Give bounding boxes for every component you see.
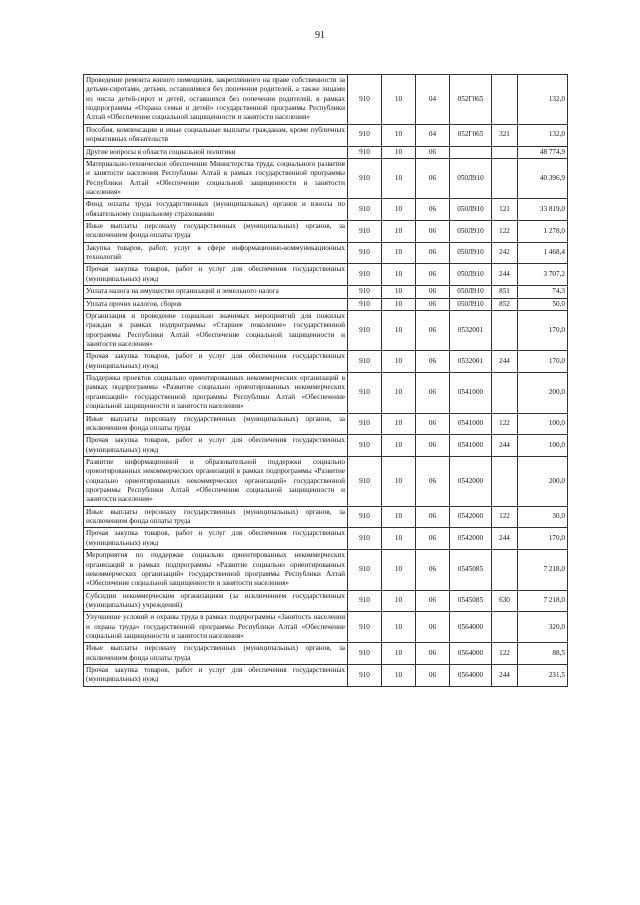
table-row — [84, 373, 568, 413]
subsection-code: 06 — [416, 665, 450, 687]
ministry-code: 910 — [348, 124, 382, 146]
target-article-code: 0541000 — [450, 373, 492, 413]
amount: 170,0 — [518, 528, 568, 550]
table-row — [84, 310, 568, 350]
expense-type-code: 242 — [492, 242, 518, 264]
ministry-code: 910 — [348, 75, 382, 125]
target-article-code: 0545085 — [450, 590, 492, 612]
target-article-code: 0545085 — [450, 550, 492, 590]
target-article-code: 0564000 — [450, 612, 492, 643]
row-name: Субсидии некоммерческим организациям (за исключением государственных (муниципальных) учреждений) — [84, 590, 348, 612]
target-article-code: 050Л910 — [450, 298, 492, 310]
table-row — [84, 351, 568, 373]
target-article-code: 0564000 — [450, 665, 492, 687]
section-code: 10 — [382, 310, 416, 350]
target-article-code: 0542000 — [450, 528, 492, 550]
ministry-code: 910 — [348, 264, 382, 286]
section-code: 10 — [382, 242, 416, 264]
page-number: 91 — [315, 30, 325, 41]
table-row — [84, 124, 568, 146]
amount: 48 774,9 — [518, 146, 568, 158]
section-code: 10 — [382, 264, 416, 286]
target-article-code: 0542000 — [450, 456, 492, 506]
expense-type-code — [492, 310, 518, 350]
row-name: Развитие информационной и образовательной поддержки социально ориентированных некоммерческих организаций в рамках подпрограммы «Развитие социально ориентированных некоммерческих организаций» государственной программы Республики Алтай «Обеспечение социальной защищенности и занятости населения» — [84, 456, 348, 506]
subsection-code: 06 — [416, 506, 450, 528]
amount: 132,0 — [518, 75, 568, 125]
amount: 33 819,0 — [518, 199, 568, 221]
amount: 231,5 — [518, 665, 568, 687]
expense-type-code: 244 — [492, 665, 518, 687]
table-row — [84, 435, 568, 457]
row-name: Улучшение условий и охраны труда в рамках подпрограммы «Занятость населения и охрана труда» государственной программы Республики Алтай «Обеспечение социальной защищенности и занятости населения» — [84, 612, 348, 643]
row-name: Прочая закупка товаров, работ и услуг для обеспечения государственных (муниципальных) нужд — [84, 528, 348, 550]
amount: 40 396,9 — [518, 158, 568, 198]
subsection-code: 06 — [416, 612, 450, 643]
table-row — [84, 590, 568, 612]
section-code: 10 — [382, 456, 416, 506]
subsection-code: 04 — [416, 75, 450, 125]
subsection-code: 06 — [416, 643, 450, 665]
section-code: 10 — [382, 506, 416, 528]
subsection-code: 06 — [416, 435, 450, 457]
target-article-code: 0541000 — [450, 435, 492, 457]
expense-type-code: 321 — [492, 124, 518, 146]
subsection-code: 04 — [416, 124, 450, 146]
expense-type-code: 851 — [492, 286, 518, 298]
table-row — [84, 199, 568, 221]
row-name: Мероприятия по поддержке социально ориентированных некоммерческих организаций в рамках подпрограммы «Развитие социально ориентированных некоммерческих организаций» государственной программы Республики Алтай «Обеспечение социальной защищенности и занятости населения» — [84, 550, 348, 590]
target-article-code: 0564000 — [450, 643, 492, 665]
subsection-code: 06 — [416, 242, 450, 264]
amount: 200,0 — [518, 456, 568, 506]
target-article-code: 0541000 — [450, 413, 492, 435]
section-code: 10 — [382, 199, 416, 221]
row-name: Прочая закупка товаров, работ и услуг для обеспечения государственных (муниципальных) нужд — [84, 264, 348, 286]
row-name: Пособия, компенсации и иные социальные выплаты гражданам, кроме публичных нормативных обязательств — [84, 124, 348, 146]
table-row — [84, 286, 568, 298]
table-row — [84, 528, 568, 550]
ministry-code: 910 — [348, 550, 382, 590]
subsection-code: 06 — [416, 373, 450, 413]
amount: 7 218,0 — [518, 550, 568, 590]
amount: 74,3 — [518, 286, 568, 298]
amount: 3 707,2 — [518, 264, 568, 286]
subsection-code: 06 — [416, 310, 450, 350]
subsection-code: 06 — [416, 413, 450, 435]
target-article-code: 050Л910 — [450, 242, 492, 264]
expense-type-code — [492, 612, 518, 643]
subsection-code: 06 — [416, 264, 450, 286]
subsection-code: 06 — [416, 199, 450, 221]
section-code: 10 — [382, 146, 416, 158]
expense-type-code: 244 — [492, 264, 518, 286]
amount: 200,0 — [518, 373, 568, 413]
table-row — [84, 612, 568, 643]
row-name: Прочая закупка товаров, работ и услуг для обеспечения государственных (муниципальных) нужд — [84, 351, 348, 373]
ministry-code: 910 — [348, 506, 382, 528]
expense-type-code — [492, 373, 518, 413]
expense-type-code — [492, 550, 518, 590]
ministry-code: 910 — [348, 665, 382, 687]
row-name: Организация и проведение социально значимых мероприятий для пожилых граждан в рамках подпрограммы «Старшее поколение» государственной программы Республики Алтай «Обеспечение социальной защищенности и занятости населения» — [84, 310, 348, 350]
target-article-code: 0532001 — [450, 310, 492, 350]
expense-type-code — [492, 456, 518, 506]
ministry-code: 910 — [348, 612, 382, 643]
table-row — [84, 456, 568, 506]
amount: 30,0 — [518, 506, 568, 528]
section-code: 10 — [382, 612, 416, 643]
section-code: 10 — [382, 643, 416, 665]
table-row — [84, 158, 568, 198]
amount: 100,0 — [518, 435, 568, 457]
table-row — [84, 665, 568, 687]
section-code: 10 — [382, 665, 416, 687]
subsection-code: 06 — [416, 286, 450, 298]
row-name: Иные выплаты персоналу государственных (муниципальных) органов, за исключением фонда оплаты труда — [84, 221, 348, 243]
section-code: 10 — [382, 590, 416, 612]
ministry-code: 910 — [348, 590, 382, 612]
ministry-code: 910 — [348, 298, 382, 310]
ministry-code: 910 — [348, 351, 382, 373]
row-name: Прочая закупка товаров, работ и услуг для обеспечения государственных (муниципальных) нужд — [84, 435, 348, 457]
expense-type-code: 852 — [492, 298, 518, 310]
section-code: 10 — [382, 158, 416, 198]
table-row — [84, 242, 568, 264]
expense-type-code: 122 — [492, 413, 518, 435]
subsection-code: 06 — [416, 590, 450, 612]
amount: 50,0 — [518, 298, 568, 310]
row-name: Уплата налога на имущество организаций и земельного налога — [84, 286, 348, 298]
expense-type-code — [492, 75, 518, 125]
subsection-code: 06 — [416, 221, 450, 243]
ministry-code: 910 — [348, 643, 382, 665]
row-name: Фонд оплаты труда государственных (муниципальных) органов и взносы по обязательному социальному страхованию — [84, 199, 348, 221]
expense-type-code: 121 — [492, 199, 518, 221]
ministry-code: 910 — [348, 242, 382, 264]
table-row — [84, 221, 568, 243]
subsection-code: 06 — [416, 298, 450, 310]
subsection-code: 06 — [416, 528, 450, 550]
row-name: Иные выплаты персоналу государственных (муниципальных) органов, за исключением фонда оплаты труда — [84, 643, 348, 665]
row-name: Прочая закупка товаров, работ и услуг для обеспечения государственных (муниципальных) нужд — [84, 665, 348, 687]
target-article-code: 0532001 — [450, 351, 492, 373]
table-row — [84, 75, 568, 125]
amount: 1 278,0 — [518, 221, 568, 243]
amount: 7 218,0 — [518, 590, 568, 612]
expense-type-code: 122 — [492, 643, 518, 665]
ministry-code: 910 — [348, 310, 382, 350]
ministry-code: 910 — [348, 286, 382, 298]
target-article-code: 050Л910 — [450, 264, 492, 286]
amount: 100,0 — [518, 413, 568, 435]
ministry-code: 910 — [348, 528, 382, 550]
section-code: 10 — [382, 221, 416, 243]
ministry-code: 910 — [348, 456, 382, 506]
row-name: Иные выплаты персоналу государственных (муниципальных) органов, за исключением фонда оплаты труда — [84, 506, 348, 528]
ministry-code: 910 — [348, 373, 382, 413]
amount: 320,0 — [518, 612, 568, 643]
ministry-code: 910 — [348, 221, 382, 243]
row-name: Материально-техническое обеспечение Министерства труда, социального развития и занятости населения Республики Алтай в рамках государственной программы Республики Алтай «Обеспечение социальной защищенности и занятости населения» — [84, 158, 348, 198]
subsection-code: 06 — [416, 146, 450, 158]
expense-type-code: 244 — [492, 528, 518, 550]
table-row — [84, 264, 568, 286]
table-row — [84, 506, 568, 528]
amount: 88,5 — [518, 643, 568, 665]
section-code: 10 — [382, 124, 416, 146]
table-row — [84, 643, 568, 665]
amount: 1 468,4 — [518, 242, 568, 264]
row-name: Закупка товаров, работ, услуг в сфере информационно-коммуникационных технологий — [84, 242, 348, 264]
expense-type-code: 122 — [492, 506, 518, 528]
target-article-code: 050Л910 — [450, 221, 492, 243]
amount: 170,0 — [518, 310, 568, 350]
target-article-code: 050Л910 — [450, 286, 492, 298]
subsection-code: 06 — [416, 456, 450, 506]
target-article-code: 050Л910 — [450, 199, 492, 221]
section-code: 10 — [382, 413, 416, 435]
section-code: 10 — [382, 373, 416, 413]
section-code: 10 — [382, 351, 416, 373]
subsection-code: 06 — [416, 158, 450, 198]
row-name: Иные выплаты персоналу государственных (муниципальных) органов, за исключением фонда оплаты труда — [84, 413, 348, 435]
section-code: 10 — [382, 528, 416, 550]
ministry-code: 910 — [348, 199, 382, 221]
ministry-code: 910 — [348, 146, 382, 158]
subsection-code: 06 — [416, 351, 450, 373]
section-code: 10 — [382, 550, 416, 590]
target-article-code: 052Г065 — [450, 75, 492, 125]
row-name: Другие вопросы в области социальной политики — [84, 146, 348, 158]
expense-type-code: 630 — [492, 590, 518, 612]
section-code: 10 — [382, 435, 416, 457]
row-name: Поддержка проектов социально ориентированных некоммерческих организаций в рамках подпрограммы «Развитие социально ориентированных некоммерческих организаций» государственной программы Республики Алтай «Обеспечение социальной защищенности и занятости населения» — [84, 373, 348, 413]
expense-type-code: 244 — [492, 351, 518, 373]
budget-table-body — [84, 75, 568, 687]
expense-type-code — [492, 158, 518, 198]
row-name: Проведение ремонта жилого помещения, закрепленного на праве собственности за детьми-сиротами, детьми, оставшимися без попечения родителей, а также лицами из числа детей-сирот и детей, оставшихся без попечения родителей, в рамках подпрограммы «Охрана семьи и детей» государственной программы Республики Алтай «Обеспечение социальной защищенности и занятости населения» — [84, 75, 348, 125]
table-row — [84, 146, 568, 158]
target-article-code — [450, 146, 492, 158]
table-row — [84, 298, 568, 310]
section-code: 10 — [382, 75, 416, 125]
table-row — [84, 550, 568, 590]
budget-table — [83, 74, 568, 687]
ministry-code: 910 — [348, 413, 382, 435]
expense-type-code: 122 — [492, 221, 518, 243]
ministry-code: 910 — [348, 435, 382, 457]
table-row — [84, 413, 568, 435]
ministry-code: 910 — [348, 158, 382, 198]
subsection-code: 06 — [416, 550, 450, 590]
row-name: Уплата прочих налогов, сборов — [84, 298, 348, 310]
amount: 132,0 — [518, 124, 568, 146]
target-article-code: 052Г065 — [450, 124, 492, 146]
expense-type-code: 244 — [492, 435, 518, 457]
target-article-code: 050Л910 — [450, 158, 492, 198]
amount: 170,0 — [518, 351, 568, 373]
section-code: 10 — [382, 286, 416, 298]
section-code: 10 — [382, 298, 416, 310]
target-article-code: 0542000 — [450, 506, 492, 528]
expense-type-code — [492, 146, 518, 158]
